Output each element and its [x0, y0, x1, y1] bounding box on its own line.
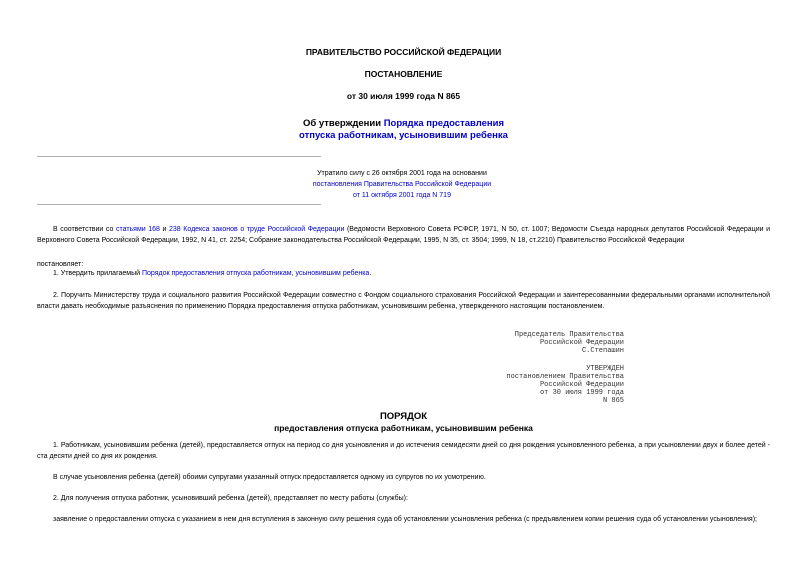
preamble-text-1: В соответствии со [53, 226, 116, 233]
document-type: ПОСТАНОВЛЕНИЕ [364, 69, 443, 79]
government-heading: ПРАВИТЕЛЬСТВО РОССИЙСКОЙ ФЕДЕРАЦИИ [305, 47, 502, 57]
decides-text: постановляет: [37, 261, 84, 268]
approval-line-4: от 30 июля 1999 года [539, 389, 624, 397]
signature-line-1: Председатель Правительства [514, 331, 624, 339]
document-title [0, 118, 807, 142]
article-168-link[interactable]: статьями 168 [115, 226, 160, 233]
approval-block [506, 365, 624, 405]
order-link-title-1[interactable]: Порядка предоставления [383, 118, 505, 129]
order-paragraph-3: 2. Для получения отпуска работник, усыновивший ребенка (детей), представляет по месту работы (службы): [53, 495, 408, 502]
preamble-text-2: и [159, 226, 169, 233]
document-date: от 30 июля 1999 года N 865 [346, 91, 461, 101]
order-heading: ПОРЯДОК [379, 411, 428, 422]
signature-line-3: С.Степашин [581, 347, 624, 355]
signature-block [515, 331, 624, 355]
order-paragraph-2: В случае усыновления ребенка (детей) обоими супругами указанный отпуск предоставляется одному из супругов по их усмотрению. [53, 474, 486, 481]
order-link-title-2[interactable]: отпуска работникам, усыновившим ребенка [299, 130, 508, 141]
item-1 [37, 268, 770, 279]
divider-top [37, 156, 321, 157]
title-prefix: Об утверждении [302, 118, 384, 129]
divider-bottom [37, 204, 321, 205]
preamble-paragraph [37, 224, 770, 246]
order-subheading: предоставления отпуска работникам, усыновившим ребенка [274, 423, 533, 433]
order-paragraph-1: 1. Работникам, усыновившим ребенка (детей), предоставляется отпуск на период со дня усыновления и до истечения семидесяти дней со дня рождения усыновленного ребенка, а при усыновлении двух и более детей - ста десяти дней со дня их рождения. [37, 442, 770, 460]
status-text: Утратило силу с 26 октября 2001 года на основании [317, 170, 487, 177]
repeal-decree-link-2[interactable]: от 11 октября 2001 года N 719 [353, 192, 451, 199]
approval-line-5: N 865 [602, 397, 624, 405]
labor-code-link[interactable]: 238 Кодекса законов о труде Российской Федерации [169, 226, 345, 233]
order-link-item-1[interactable]: Порядок предоставления отпуска работникам, усыновившим ребенка [141, 270, 370, 277]
approval-line-2: постановлением Правительства [506, 373, 624, 381]
approval-line-3: Российской Федерации [539, 381, 624, 389]
order-paragraph-4: заявление о предоставлении отпуска с указанием в нем дня вступления в законную силу решения суда об установлении усыновления ребенка (с предъявлением копии решения суда об установлении усыновления); [53, 516, 757, 523]
approval-line-1: УТВЕРЖДЕН [586, 365, 624, 373]
repeal-decree-link-1[interactable]: постановления Правительства Российской Федерации [312, 181, 492, 188]
item-1-text: 1. Утвердить прилагаемый [53, 270, 142, 277]
signature-line-2: Российской Федерации [539, 339, 624, 347]
status-notice [302, 168, 502, 201]
preamble-text-3: (Ведомости Верховного Совета РСФСР, 1971, N 50, ст. 1007; Ведомости Съезда народных депутатов Российской Федерации и Верховного Совета Российской Федерации, 1992, N 41, ст. 2254; Собрание законодательства Российской Федерации, 1995, N 35, ст. 3504; 1999, N 18, ст.2210) Правительство Российской Федерации [37, 226, 771, 244]
item-2: 2. Поручить Министерству труда и социального развития Российской Федерации совместно с Фондом социального страхования Российской Федерации и заинтересованными федеральными органами исполнительной власти давать необходимые разъяснения по применению Порядка предоставления отпуска работникам, усыновившим ребенка, утвержденного настоящим постановлением. [37, 292, 770, 310]
item-1-end: . [369, 270, 372, 277]
